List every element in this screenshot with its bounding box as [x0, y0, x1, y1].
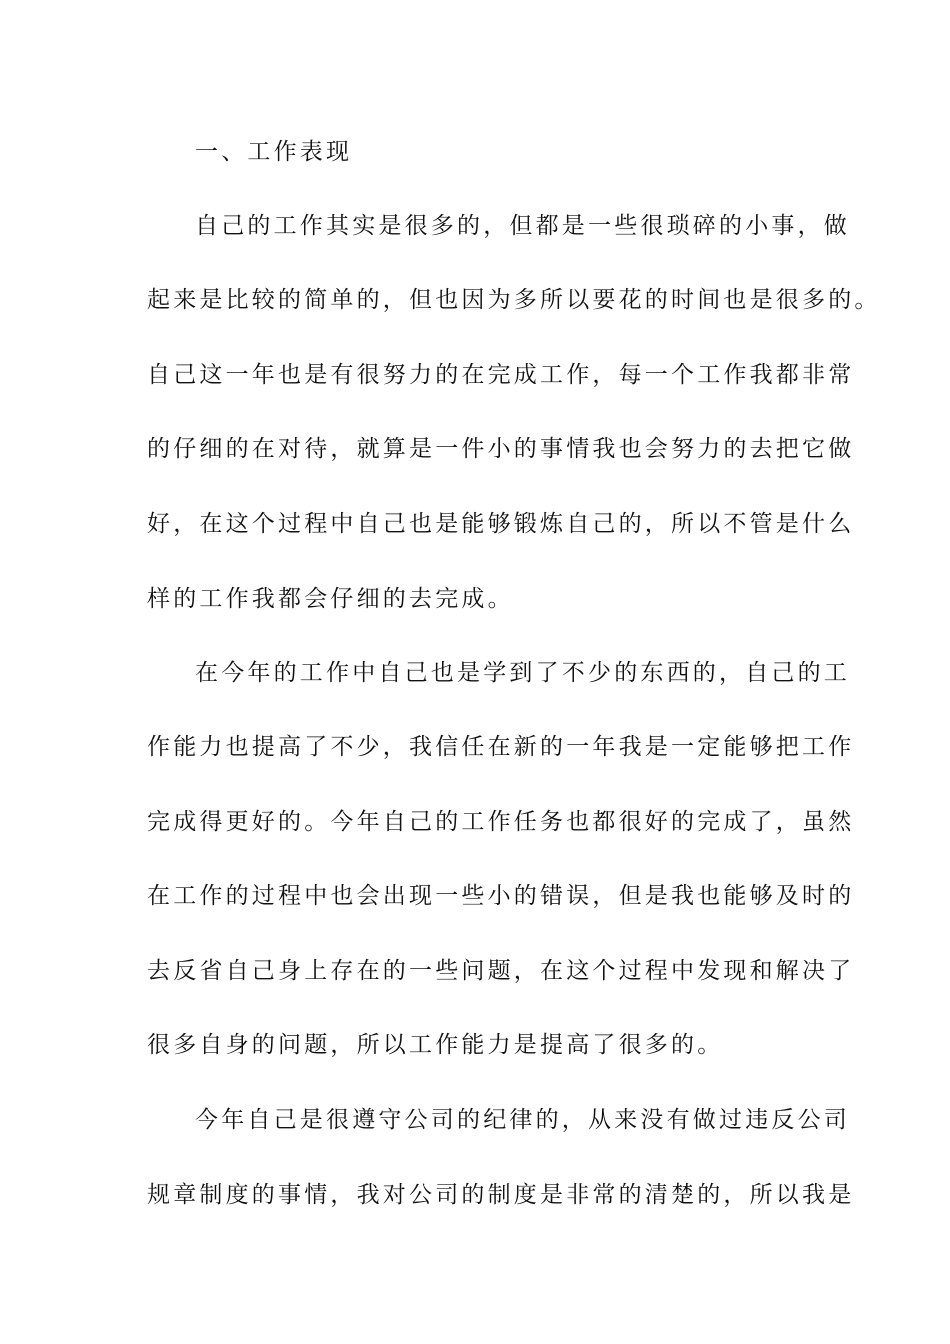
- paragraph-line: 起来是比较的简单的，但也因为多所以要花的时间也是很多的。: [147, 287, 881, 313]
- paragraph-line: 自己这一年也是有很努力的在完成工作，每一个工作我都非常: [147, 362, 855, 388]
- paragraph-line: 好，在这个过程中自己也是能够锻炼自己的，所以不管是什么: [147, 511, 855, 537]
- paragraph-line: 自己的工作其实是很多的，但都是一些很琐碎的小事，做: [195, 213, 850, 239]
- paragraph-line: 规章制度的事情，我对公司的制度是非常的清楚的，所以我是: [147, 1182, 855, 1208]
- paragraph-line: 在工作的过程中也会出现一些小的错误，但是我也能够及时的: [147, 883, 855, 909]
- paragraph-line: 作能力也提高了不少，我信任在新的一年我是一定能够把工作: [147, 734, 855, 760]
- paragraph-line: 在今年的工作中自己也是学到了不少的东西的，自己的工: [195, 660, 850, 686]
- section-heading: 一、工作表现: [195, 139, 353, 165]
- paragraph-line: 完成得更好的。今年自己的工作任务也都很好的完成了，虽然: [147, 809, 855, 835]
- paragraph-line: 样的工作我都会仔细的去完成。: [147, 586, 514, 612]
- paragraph-line: 很多自身的问题，所以工作能力是提高了很多的。: [147, 1032, 724, 1058]
- paragraph-line: 今年自己是很遵守公司的纪律的，从来没有做过违反公司: [195, 1107, 850, 1133]
- paragraph-line: 的仔细的在对待，就算是一件小的事情我也会努力的去把它做: [147, 436, 855, 462]
- paragraph-line: 去反省自己身上存在的一些问题，在这个过程中发现和解决了: [147, 958, 855, 984]
